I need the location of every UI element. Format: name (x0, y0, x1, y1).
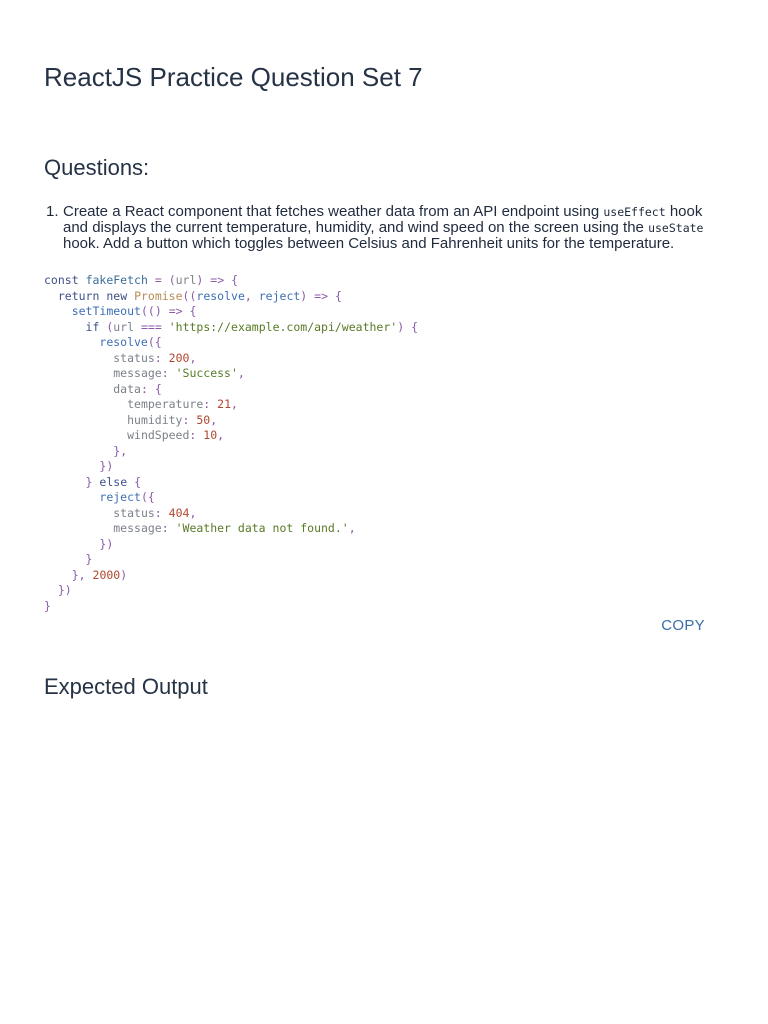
question-text: Create a React component that fetches weather data from an API endpoint using (63, 203, 604, 220)
code-line: } else { (85, 474, 141, 489)
code-line: message: 'Success', (113, 366, 245, 380)
page-title: ReactJS Practice Question Set 7 (44, 62, 423, 92)
code-line: windSpeed: 10, (127, 428, 225, 442)
code-line: reject({ (99, 490, 155, 504)
question-text: hook. Add a button which toggles between Celsius and Fahrenheit units for the temperature. (63, 235, 675, 252)
code-block[interactable] (44, 273, 418, 614)
code-line: if (url === 'https://example.com/api/weather') { (85, 319, 419, 334)
code-line: message: 'Weather data not found.', (113, 521, 356, 535)
question-item (44, 204, 724, 252)
question-number: 1. (46, 203, 59, 220)
code-line: }) (57, 583, 72, 597)
code-line: }) (99, 536, 114, 551)
code-line: status: 200, (113, 350, 197, 365)
code-line: status: 404, (113, 505, 197, 520)
code-line: const fakeFetch = (url) => { (44, 273, 239, 287)
expected-output-heading: Expected Output (44, 674, 208, 699)
question-text: hook and displays the current temperature, humidity, and wind speed on the screen using the (63, 203, 703, 236)
code-line: } (85, 552, 93, 566)
code-line: resolve({ (99, 335, 162, 349)
code-line: data: { (113, 381, 162, 396)
inline-code-useeffect: useEffect (603, 205, 666, 219)
copy-button[interactable]: COPY (661, 617, 705, 634)
code-line: return new Promise((resolve, reject) => { (57, 288, 342, 303)
code-line: }, 2000) (71, 567, 128, 582)
code-line: temperature: 21, (127, 397, 238, 411)
code-line: }, (113, 443, 128, 458)
code-line: } (44, 598, 51, 613)
questions-heading: Questions: (44, 155, 150, 180)
code-line: humidity: 50, (127, 412, 218, 427)
inline-code-usestate: useState (648, 221, 704, 235)
question-list (44, 204, 724, 252)
code-line: }) (99, 459, 114, 473)
code-line: setTimeout(() => { (71, 304, 197, 318)
